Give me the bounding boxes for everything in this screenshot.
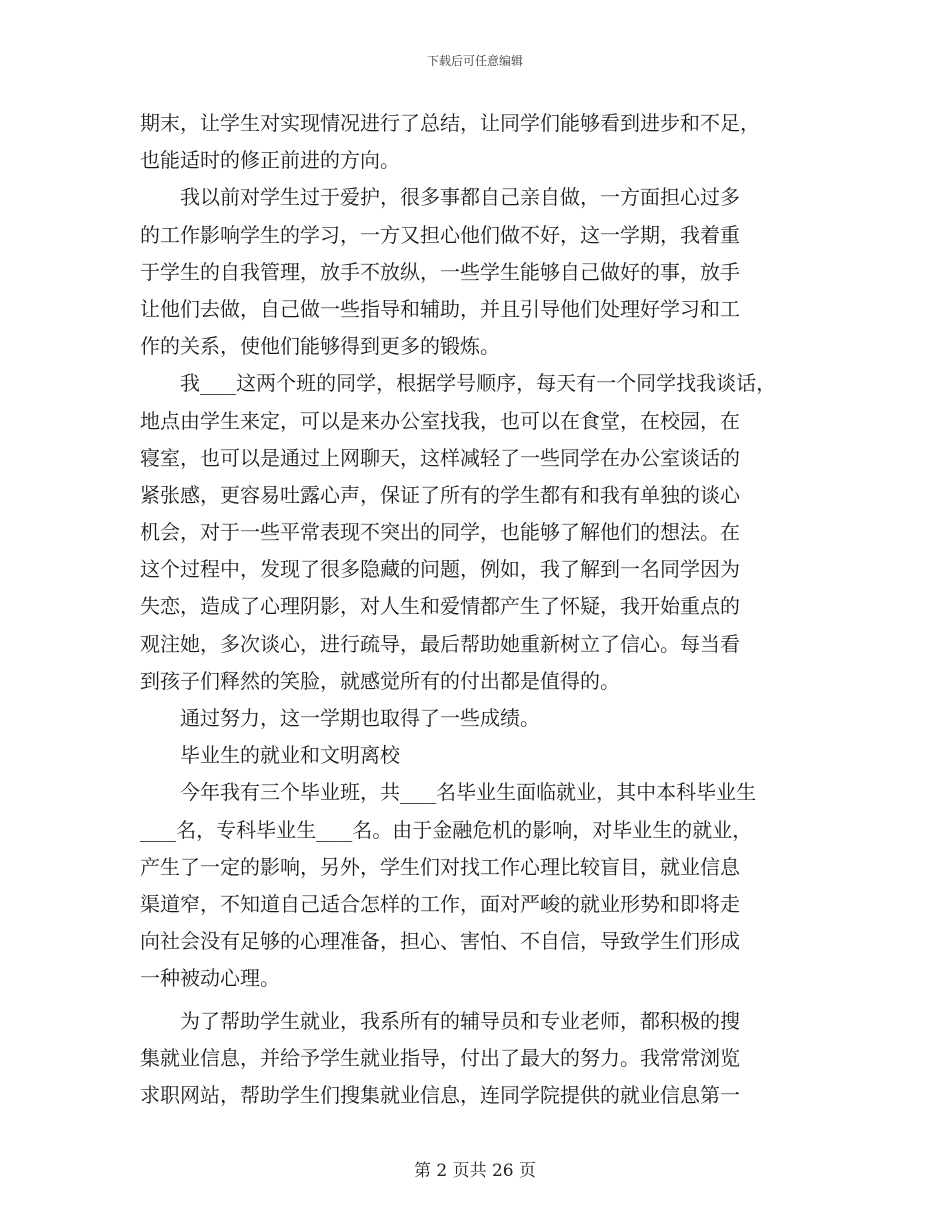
text-line: 求职网站，帮助学生们搜集就业信息，连同学院提供的就业信息第一 bbox=[140, 1082, 740, 1107]
text-line: 也能适时的修正前进的方向。 bbox=[140, 148, 400, 173]
text-line: ___名，专科毕业生___名。由于金融危机的影响，对毕业生的就业， bbox=[140, 817, 753, 842]
text-line: 这个过程中，发现了很多隐藏的问题，例如，我了解到一名同学因为 bbox=[140, 557, 740, 582]
text-line: 机会，对于一些平常表现不突出的同学，也能够了解他们的想法。在 bbox=[140, 520, 740, 545]
text-line: 失恋，造成了心理阴影，对人生和爱情都产生了怀疑，我开始重点的 bbox=[140, 594, 740, 619]
text-line: 观注她，多次谈心，进行疏导，最后帮助她重新树立了信心。每当看 bbox=[140, 631, 740, 656]
text-line: 寝室，也可以是通过上网聊天，这样减轻了一些同学在办公室谈话的 bbox=[140, 445, 740, 470]
page-header: 下载后可任意编辑 bbox=[426, 54, 523, 68]
text-line: 的工作影响学生的学习，一方又担心他们做不好，这一学期，我着重 bbox=[140, 222, 740, 247]
text-line: 期末，让学生对实现情况进行了总结，让同学们能够看到进步和不足， bbox=[140, 111, 760, 135]
text-line: 让他们去做，自己做一些指导和辅助，并且引导他们处理好学习和工 bbox=[140, 296, 740, 321]
text-line: 于学生的自我管理，放手不放纵，一些学生能够自己做好的事，放手 bbox=[140, 259, 740, 284]
text-line: 一种被动心理。 bbox=[140, 966, 280, 991]
text-line: 到孩子们释然的笑脸，就感觉所有的付出都是值得的。 bbox=[140, 668, 620, 693]
text-line: 地点由学生来定，可以是来办公室找我，也可以在食堂，在校园，在 bbox=[140, 408, 740, 433]
text-line: 为了帮助学生就业，我系所有的辅导员和专业老师，都积极的搜 bbox=[140, 1008, 740, 1033]
text-line: 集就业信息，并给予学生就业指导，付出了最大的努力。我常常浏览 bbox=[140, 1045, 740, 1070]
text-line: 我___这两个班的同学，根据学号顺序，每天有一个同学找我谈话， bbox=[140, 371, 777, 396]
text-line: 作的关系，使他们能够得到更多的锻炼。 bbox=[140, 334, 500, 359]
text-line: 今年我有三个毕业班，共___名毕业生面临就业，其中本科毕业生 bbox=[140, 780, 757, 805]
text-line: 紧张感，更容易吐露心声，保证了所有的学生都有和我有单独的谈心 bbox=[140, 482, 740, 507]
text-line: 产生了一定的影响，另外，学生们对找工作心理比较盲目，就业信息 bbox=[140, 854, 740, 879]
page-footer: 第 2 页共 26 页 bbox=[413, 1161, 537, 1181]
text-line: 向社会没有足够的心理准备，担心、害怕、不自信，导致学生们形成 bbox=[140, 929, 740, 954]
document-body bbox=[140, 105, 840, 1114]
text-line: 渠道窄，不知道自己适合怎样的工作，面对严峻的就业形势和即将走 bbox=[140, 891, 740, 916]
section-heading: 毕业生的就业和文明离校 bbox=[140, 743, 400, 768]
text-line: 通过努力，这一学期也取得了一些成绩。 bbox=[140, 706, 540, 730]
text-line: 我以前对学生过于爱护，很多事都自己亲自做，一方面担心过多 bbox=[140, 185, 740, 210]
